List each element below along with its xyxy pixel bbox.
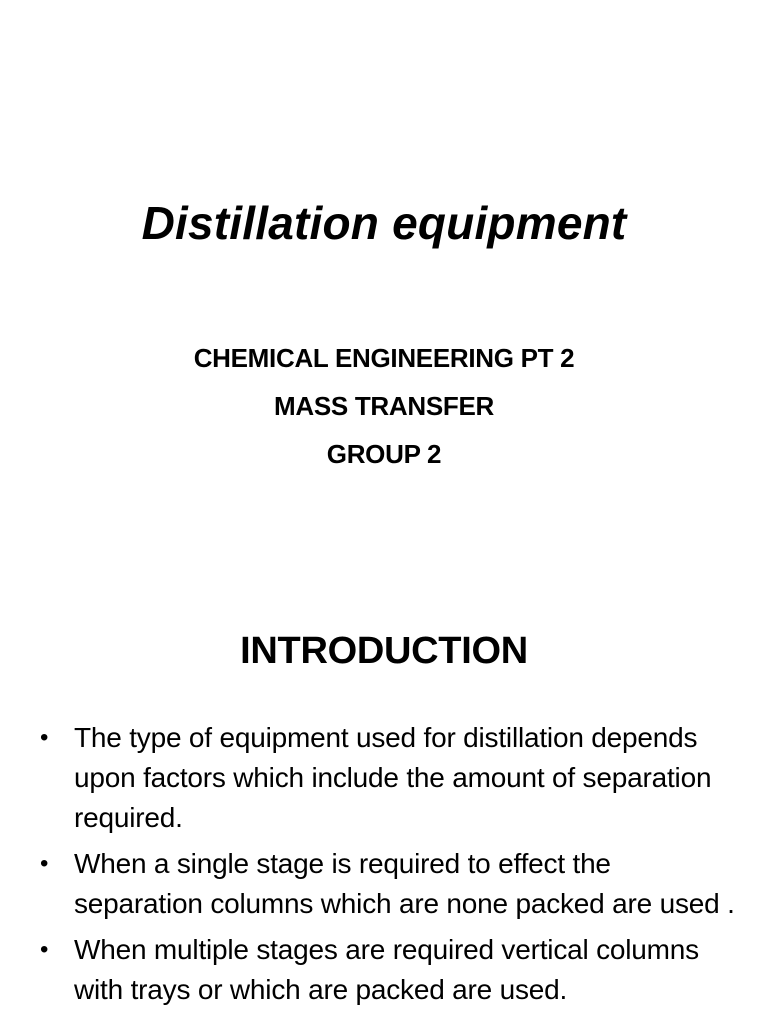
bullet-item	[40, 844, 740, 924]
slide-subtitle	[0, 334, 768, 478]
subtitle-line-course: CHEMICAL ENGINEERING PT 2	[193, 343, 575, 373]
bullet-dot-icon: •	[40, 936, 49, 963]
subtitle-line-topic: MASS TRANSFER	[274, 391, 494, 421]
bullet-item	[40, 930, 740, 1010]
slide-title: Distillation equipment	[141, 197, 627, 249]
bullet-text: The type of equipment used for distillation depends upon factors which include the amount of separation required.	[74, 722, 712, 833]
subtitle-line-group: GROUP 2	[326, 439, 442, 469]
bullet-dot-icon: •	[40, 850, 49, 877]
bullet-dot-icon: •	[40, 724, 49, 751]
section-heading: INTRODUCTION	[240, 630, 528, 672]
introduction-slide	[0, 576, 768, 1024]
bullet-list	[40, 718, 740, 1016]
bullet-text: When multiple stages are required vertical columns with trays or which are packed are used.	[74, 934, 699, 1005]
bullet-text: When a single stage is required to effect the separation columns which are none packed are used .	[74, 848, 735, 919]
bullet-item	[40, 718, 740, 838]
